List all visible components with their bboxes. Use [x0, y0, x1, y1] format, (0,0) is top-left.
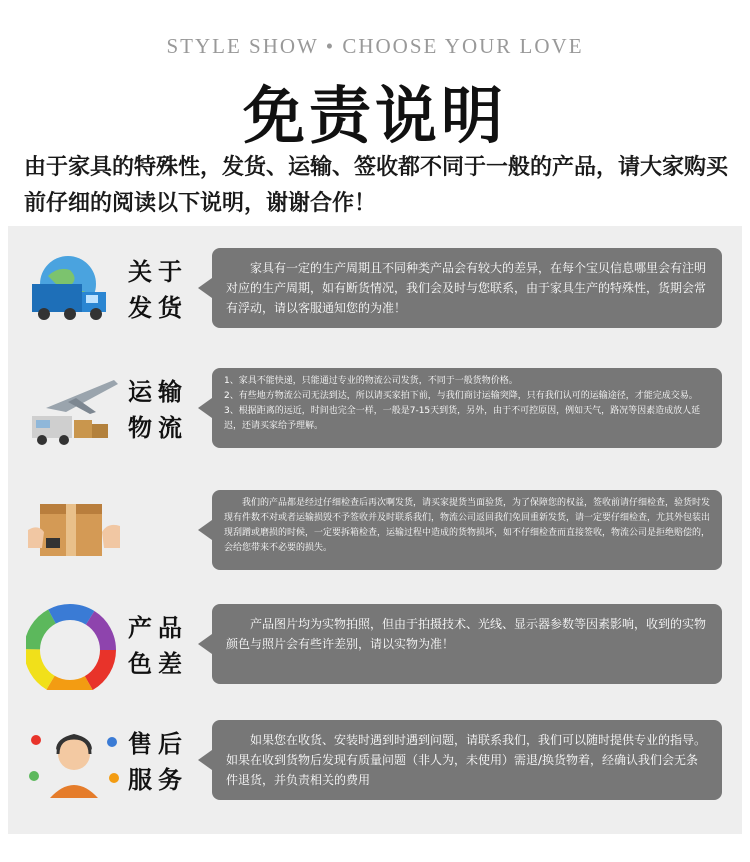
section-label-line1: 售后 [128, 730, 188, 758]
airplane-logistics-icon [26, 368, 122, 454]
package-receiving-hands-icon [26, 490, 122, 576]
section-text: 产品图片均为实物拍照，但由于拍摄技术、光线、显示器参数等因素影响，收到的实物颜色与照片会有些许差别，请以实物为准！ [226, 617, 707, 651]
customer-service-agent-icon [26, 720, 122, 806]
section-text-line-3: 3、根据距离的远近，时间也完全一样，一般是7-15天到货，另外，由于不可控原因，例如天气，路况等因素造成放人延迟，还请买家给予理解。 [224, 406, 701, 431]
color-wheel-icon [26, 604, 122, 690]
section-text: 如果您在收货、安装时遇到时遇到问题，请联系我们，我们可以随时提供专业的指导。如果在收到货物后发现有质量问题（非人为，未使用）需退/换货物着，经确认我们会无条件退货，并负责相关的费用 [226, 733, 707, 787]
section-shipping [8, 248, 742, 334]
section-label-line2: 发货 [128, 294, 188, 322]
section-after-sales [8, 720, 742, 806]
section-description [212, 248, 722, 328]
section-description [212, 604, 722, 684]
section-label-line2: 色差 [128, 650, 188, 678]
section-description [212, 368, 722, 448]
page-title: 免责说明 [242, 79, 507, 152]
tagline: STYLE SHOW • CHOOSE YOUR LOVE [166, 34, 584, 58]
section-text: 我们的产品都是经过仔细检查后再次啊发货，请买家提货当面验货，为了保障您的权益，签收前请仔细检查，验货时发现有件数不对或者运输损毁不予签收并及时联系我们，物流公司返回我们免回重新发货，请一定要仔细检查，尤其外包装出现刮蹭或磨损的时候，一定要拆箱检查，运输过程中造成的货物损坏，如不仔细检查而直接签收，物流公司是拒绝赔偿的，会给您带来不必要的损失。 [224, 498, 711, 553]
section-color [8, 604, 742, 690]
intro-text: 由于家具的特殊性，发货、运输、签收都不同于一般的产品，请大家购买前仔细的阅读以下说明，谢谢合作！ [24, 155, 729, 216]
section-label-line1: 运输 [128, 378, 188, 406]
section-text-line-1: 1、家具不能快递，只能通过专业的物流公司发货，不同于一般货物价格。 [224, 376, 518, 386]
section-inspection [8, 490, 742, 576]
section-description [212, 490, 722, 570]
section-label-line2: 物流 [128, 414, 188, 442]
section-logistics [8, 368, 742, 454]
section-text-line-2: 2、有些地方物流公司无法到达，所以请买家拍下前，与我们商讨运输突降，只有我们认可的运输途径，才能完成交易。 [224, 391, 698, 401]
delivery-truck-globe-icon [26, 248, 122, 334]
section-label-line2: 服务 [128, 766, 188, 794]
section-text: 家具有一定的生产周期且不同种类产品会有较大的差异，在每个宝贝信息哪里会有注明对应的生产周期，如有断货情况，我们会及时与您联系，由于家具生产的特殊性，货期会常有浮动，请以客服通知您的为准！ [226, 261, 707, 315]
section-label-line1: 产品 [128, 614, 188, 642]
section-label-line1: 关于 [128, 258, 188, 286]
section-description [212, 720, 722, 800]
